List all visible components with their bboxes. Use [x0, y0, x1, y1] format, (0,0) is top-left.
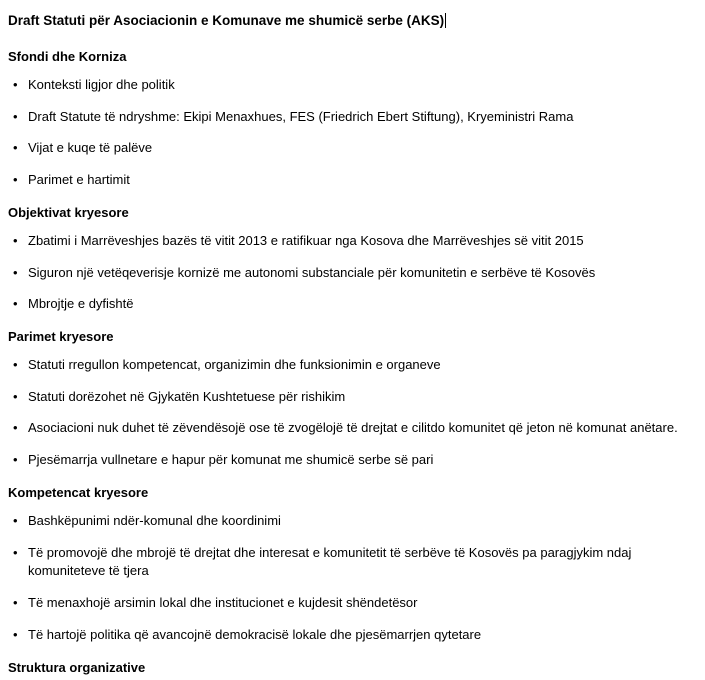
list-item-text: Të hartojë politika që avancojnë demokracisë lokale dhe pjesëmarrjen qytetare [28, 627, 482, 643]
bullet-icon: • [13, 452, 18, 468]
section-heading: Kompetencat kryesore [8, 485, 149, 501]
list-item-text: Statuti rregullon kompetencat, organizimin dhe funksionimin e organeve [28, 356, 441, 372]
list-item [8, 264, 693, 283]
list-item-text: Asociacioni nuk duhet të zëvendësojë ose të zvogëlojë të drejtat e cilitdo komunitet që jeton në komunat anëtare. [28, 420, 678, 436]
bullet-icon: • [13, 356, 18, 372]
list-item-text: Të menaxhojë arsimin lokal dhe institucionet e kujdesit shëndetësor [28, 595, 418, 611]
bullet-icon: • [13, 76, 18, 92]
list-item-text: Draft Statute të ndryshme: Ekipi Menaxhues, FES (Friedrich Ebert Stiftung), Kryeministri Rama [28, 108, 574, 124]
bullet-icon: • [13, 296, 18, 312]
document-title-text: Draft Statuti për Asociacionin e Komunave me shumicë serbe (AKS) [8, 13, 445, 28]
list-item-text: Të promovojë dhe mbrojë të drejtat dhe interesat e komunitetit të serbëve të Kosovës pa paragjykim ndaj komuniteteve të tjera [28, 544, 632, 579]
list-item [8, 139, 693, 158]
list-item [8, 356, 693, 375]
bullet-icon: • [13, 232, 18, 248]
bullet-icon: • [13, 108, 18, 124]
bullet-icon: • [13, 140, 18, 156]
section-heading: Objektivat kryesore [8, 205, 129, 221]
bullet-icon: • [13, 544, 18, 560]
list-item-text: Pjesëmarrja vullnetare e hapur për komunat me shumicë serbe së pari [28, 452, 434, 468]
list-item [8, 171, 693, 190]
list-item [8, 76, 693, 95]
list-item [8, 544, 693, 582]
list-item-text: Bashkëpunimi ndër-komunal dhe koordinimi [28, 512, 281, 528]
section-heading: Struktura organizative [8, 659, 146, 675]
list-item [8, 108, 693, 127]
list-item [8, 512, 693, 531]
section-heading: Sfondi dhe Korniza [8, 49, 127, 65]
bullet-icon: • [13, 627, 18, 643]
list-item [8, 419, 693, 438]
bullet-icon: • [13, 595, 18, 611]
list-item [8, 451, 693, 470]
list-item-text: Konteksti ligjor dhe politik [28, 76, 175, 92]
list-item [8, 594, 693, 613]
list-item-text: Mbrojtje e dyfishtë [28, 296, 134, 312]
bullet-icon: • [13, 420, 18, 436]
list-item-text: Vijat e kuqe të palëve [28, 140, 153, 156]
list-item-text: Zbatimi i Marrëveshjes bazës të vitit 2013 e ratifikuar nga Kosova dhe Marrëveshjes së vitit 2015 [28, 232, 584, 248]
list-item [8, 388, 693, 407]
text-cursor [445, 13, 446, 28]
bullet-icon: • [13, 512, 18, 528]
bullet-icon: • [13, 172, 18, 188]
list-item [8, 232, 693, 251]
list-item-text: Parimet e hartimit [28, 172, 130, 188]
bullet-icon: • [13, 264, 18, 280]
list-item [8, 295, 693, 314]
document-title [8, 12, 446, 30]
list-item-text: Siguron një vetëqeverisje kornizë me autonomi substanciale për komunitetin e serbëve të Kosovës [28, 264, 596, 280]
section-heading: Parimet kryesore [8, 329, 114, 345]
bullet-icon: • [13, 388, 18, 404]
list-item-text: Statuti dorëzohet në Gjykatën Kushtetuese për rishikim [28, 388, 346, 404]
list-item [8, 626, 693, 645]
